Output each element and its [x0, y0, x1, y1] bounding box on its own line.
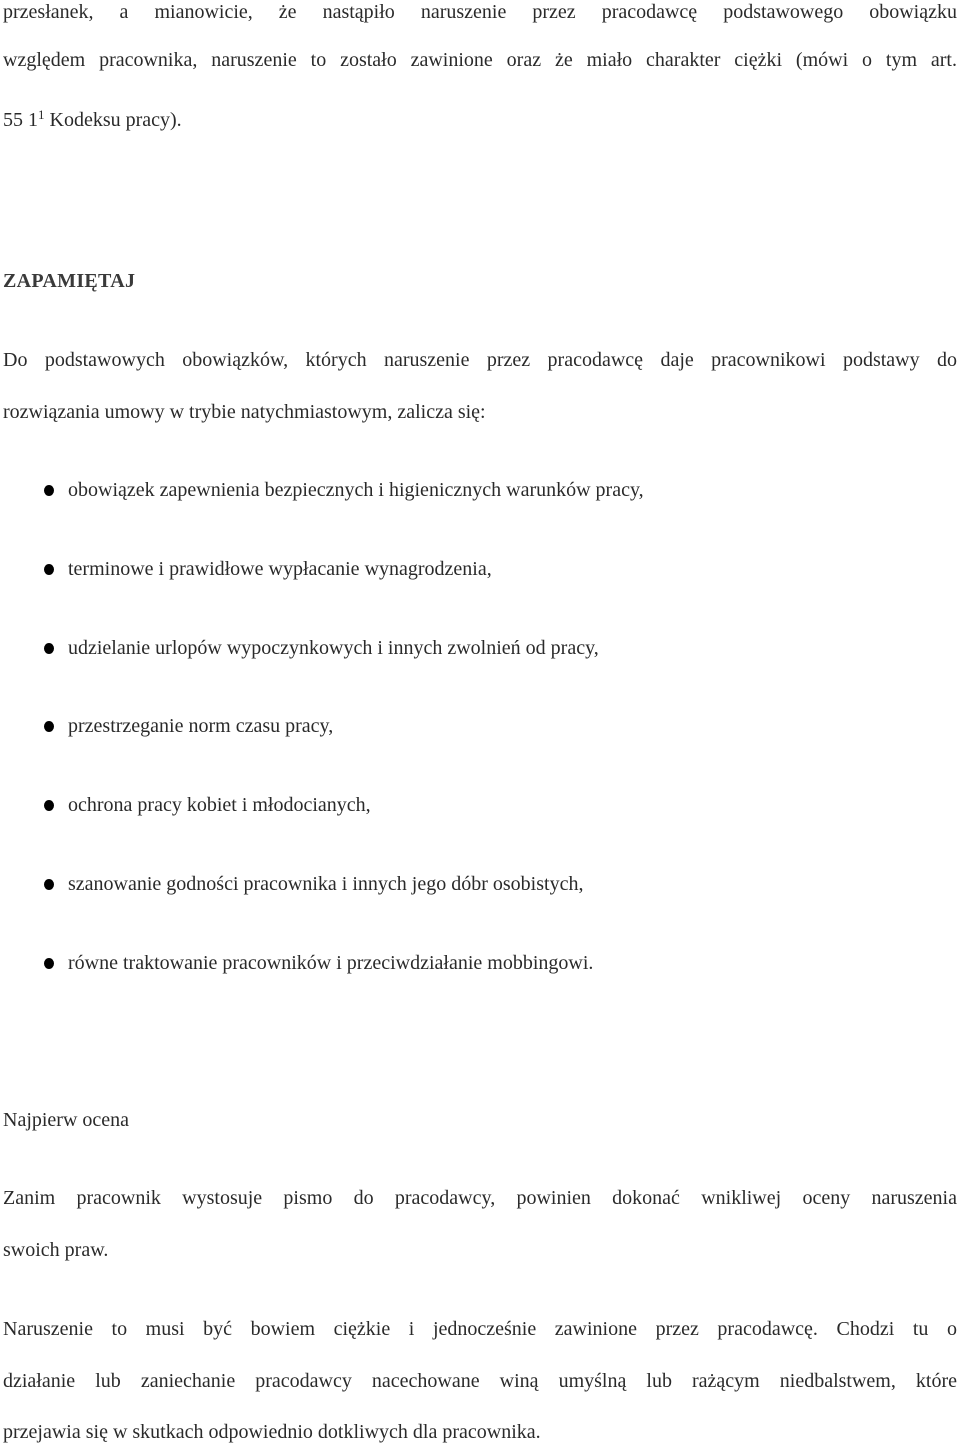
assessment-heading: Najpierw ocena	[3, 1109, 130, 1131]
bullet-dot-icon	[44, 564, 54, 575]
remember-paragraph-line-2: rozwiązania umowy w trybie natychmiastowym, zalicza się:	[3, 401, 486, 423]
assessment-paragraph-1-line-1: Zanim pracownik wystosuje pismo do pracodawcy, powinien dokonać wnikliwej oceny naruszenia	[3, 1187, 957, 1209]
intro-line-3	[3, 108, 182, 132]
assessment-paragraph-2-line-2: działanie lub zaniechanie pracodawcy nacechowane winą umyślną lub rażącym niedbalstwem, które	[3, 1370, 957, 1392]
intro-line-3-start: 55 1	[3, 109, 38, 131]
assessment-paragraph-1-line-2: swoich praw.	[3, 1239, 109, 1261]
list-item-text: ochrona pracy kobiet i młodocianych,	[68, 794, 371, 816]
intro-line-2: względem pracownika, naruszenie to zostało zawinione oraz że miało charakter ciężki (mówi o tym art.	[3, 49, 957, 71]
list-item-text: przestrzeganie norm czasu pracy,	[68, 715, 334, 737]
assessment-paragraph-2-line-3: przejawia się w skutkach odpowiednio dotkliwych dla pracownika.	[3, 1421, 541, 1443]
list-item-text: terminowe i prawidłowe wypłacanie wynagrodzenia,	[68, 558, 492, 580]
bullet-dot-icon	[44, 721, 54, 732]
list-item-text: równe traktowanie pracowników i przeciwdziałanie mobbingowi.	[68, 952, 594, 974]
list-item-text: obowiązek zapewnienia bezpiecznych i higienicznych warunków pracy,	[68, 479, 644, 501]
intro-superscript: 1	[38, 107, 45, 122]
bullet-dot-icon	[44, 879, 54, 890]
list-item-text: szanowanie godności pracownika i innych jego dóbr osobistych,	[68, 873, 584, 895]
remember-paragraph-line-1: Do podstawowych obowiązków, których naruszenie przez pracodawcę daje pracownikowi podstawy do	[3, 349, 957, 371]
list-item-text: udzielanie urlopów wypoczynkowych i innych zwolnień od pracy,	[68, 637, 599, 659]
remember-heading: ZAPAMIĘTAJ	[3, 270, 136, 292]
intro-line-3-end: Kodeksu pracy).	[44, 109, 182, 131]
bullet-dot-icon	[44, 958, 54, 969]
bullet-dot-icon	[44, 643, 54, 654]
assessment-paragraph-2-line-1: Naruszenie to musi być bowiem ciężkie i jednocześnie zawinione przez pracodawcę. Chodzi tu o	[3, 1318, 957, 1340]
intro-line-1: przesłanek, a mianowicie, że nastąpiło naruszenie przez pracodawcę podstawowego obowiązku	[3, 1, 957, 23]
bullet-dot-icon	[44, 800, 54, 811]
bullet-dot-icon	[44, 485, 54, 496]
